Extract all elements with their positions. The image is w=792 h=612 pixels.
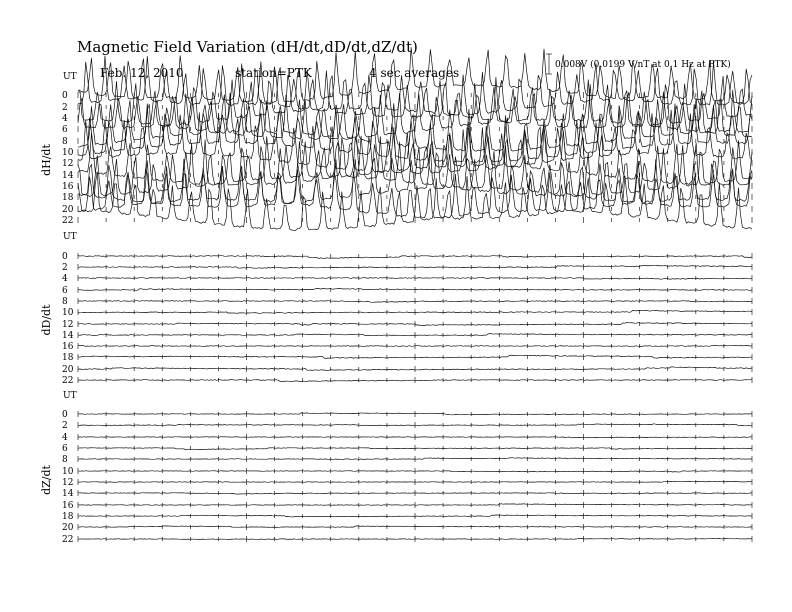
dh-dt-row-label: 22 [62,216,74,226]
dh-dt-row-label: 16 [62,182,74,192]
dz-dt-ylabel: dZ/dt [40,465,53,495]
dh-dt-row-label: 12 [62,159,74,169]
dz-dt-row-label: 2 [62,421,68,431]
dh-dt-row-label: 2 [62,103,68,113]
dd-dt-row-label: 20 [62,365,74,375]
dd-dt-row-label: 6 [62,286,68,296]
dz-dt-row-label: 8 [62,455,68,465]
dz-dt-row-label: 22 [62,535,74,545]
dz-dt-row-label: 12 [62,478,74,488]
scale-label: 0.008V (0.0199 V/nT at 0.1 Hz at PTK) [555,60,731,70]
date-label: Feb. 12, 2010 [100,66,184,80]
dh-dt-ylabel: dH/dt [40,144,53,176]
dh-dt-row-label: 8 [62,137,68,147]
dz-dt-row-label: 18 [62,512,74,522]
dd-dt-row-label: 16 [62,342,74,352]
dz-dt-row-label: 14 [62,489,74,499]
dd-dt-row-label: 8 [62,297,68,307]
dd-dt-ut-label: UT [63,232,77,242]
dh-dt-row-label: 0 [62,91,68,101]
dd-dt-row-label: 18 [62,353,74,363]
station-label: station=PTK [235,66,312,80]
chart-title: Magnetic Field Variation (dH/dt,dD/dt,dZ/dt) [77,38,418,56]
dz-dt-row-label: 16 [62,501,74,511]
dd-dt-row-label: 2 [62,263,68,273]
dh-dt-row-label: 4 [62,114,68,124]
dd-dt-row-label: 0 [62,252,68,262]
dz-dt-ut-label: UT [63,391,77,401]
dz-dt-row-label: 0 [62,410,68,420]
dh-dt-row-label: 10 [62,148,74,158]
dh-dt-ut-label: UT [63,72,77,82]
dh-dt-row-label: 18 [62,193,74,203]
dd-dt-row-label: 12 [62,320,74,330]
dz-dt-row-label: 6 [62,444,68,454]
dd-dt-row-label: 10 [62,308,74,318]
dd-dt-row-label: 22 [62,376,74,386]
dz-dt-row-label: 20 [62,523,74,533]
dh-dt-row-label: 20 [62,205,74,215]
dd-dt-row-label: 4 [62,274,68,284]
dh-dt-row-label: 14 [62,171,74,181]
dz-dt-row-label: 4 [62,433,68,443]
dz-dt-row-label: 10 [62,467,74,477]
dd-dt-row-label: 14 [62,331,74,341]
dh-dt-row-label: 6 [62,125,68,135]
averaging-label: 4 sec averages [369,66,460,80]
dd-dt-ylabel: dD/dt [40,304,53,336]
